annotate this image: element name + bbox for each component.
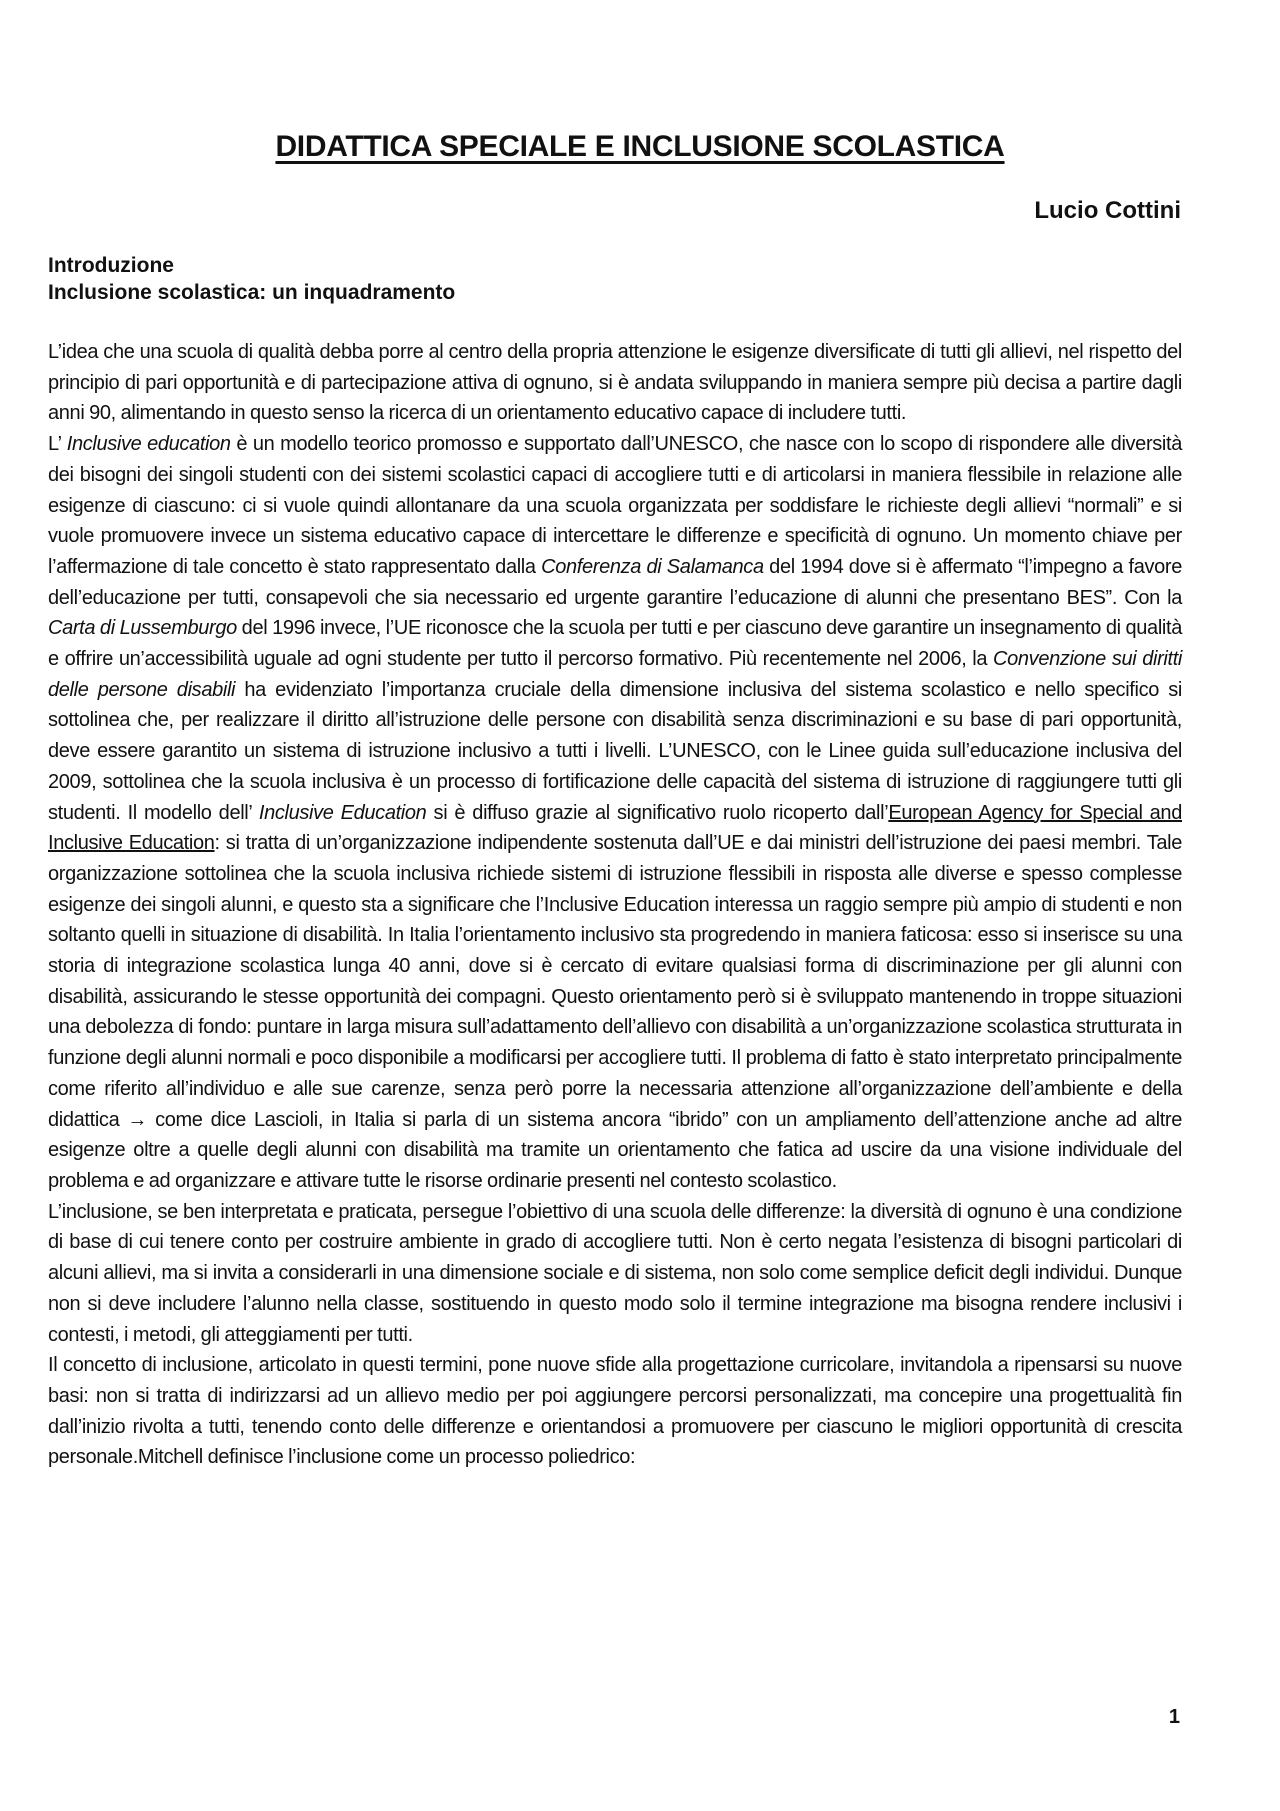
- author-name: Lucio Cottini: [1034, 197, 1181, 224]
- paragraph-2: [48, 429, 1182, 1197]
- paragraph-4: Il concetto di inclusione, articolato in questi termini, pone nuove sfide alla progettazione curricolare, invitandola a ripensarsi su nuove basi: non si tratta di indirizzarsi ad un allievo medio per poi aggiungere percorsi personalizzati, ma concepire una progettualità fin dall’inizio rivolta a tutti, tenendo conto delle differenze e orientandosi a promuovere per ciascuno le migliori opportunità di crescita personale.Mitchell definisce l’inclusione come un processo poliedrico:: [48, 1354, 1182, 1469]
- paragraph-2-text: del 1994 dove si è affermato “l’impegno a favore dell’educazione per tutti, consapevoli che sia necessario ed urgente garantire l’educazione di alunni che presentano BES”. Con la: [48, 555, 1182, 609]
- paragraph-1: L’idea che una scuola di qualità debba porre al centro della propria attenzione le esigenze diversificate di tutti gli allievi, nel rispetto del principio di pari opportunità e di partecipazione attiva di ognuno, si è andata sviluppando in maniera sempre più decisa a partire dagli anni 90, alimentando in questo senso la ricerca di un orientamento educativo capace di includere tutti.: [48, 341, 1182, 425]
- paragraph-2-text: è un modello teorico promosso e supportato dall’UNESCO, che nasce con lo scopo di rispondere alle diversità dei bisogni dei singoli studenti con dei sistemi scolastici capaci di accogliere tutti e di articolarsi in maniera flessibile in relazione alle esigenze di ciascuno: ci si vuole quindi allontanare da una scuola organizzata per soddisfare le richieste degli allievi “normali” e si vuole promuovere invece un sistema educativo capace di intercettare le differenze e specificità di ognuno. Un momento chiave per l’affermazione di tale concetto è stato rappresentato dalla: [48, 433, 1182, 578]
- paragraph-3: L’inclusione, se ben interpretata e praticata, persegue l’obiettivo di una scuola delle differenze: la diversità di ognuno è una condizione di base di cui tenere conto per costruire ambiente in grado di accogliere tutti. Non è certo negata l’esistenza di bisogni particolari di alcuni allievi, ma si invita a considerarli in una dimensione sociale e di sistema, non solo come semplice deficit degli individui. Dunque non si deve includere l’alunno nella classe, sostituendo in questo modo solo il termine integrazione ma bisogna rendere inclusivi i contesti, i metodi, gli atteggiamenti per tutti.: [48, 1200, 1182, 1346]
- paragraph-2-text: L’: [48, 433, 67, 456]
- document-title: DIDATTICA SPECIALE E INCLUSIONE SCOLASTICA: [275, 130, 1005, 163]
- paragraph-2-text: del 1996 invece, l’UE riconosce che la scuola per tutti e per ciascuno deve garantire un insegnamento di qualità e offrire un’accessibilità uguale ad ogni studente per tutto il percorso formativo. Più recentemente nel 2006, la: [48, 617, 1182, 671]
- italic-term: Inclusive Education: [258, 801, 427, 824]
- paragraph-2-text: si è diffuso grazie al significativo ruolo ricoperto dall’: [426, 801, 889, 824]
- italic-term: Carta di Lussemburgo: [48, 617, 237, 640]
- paragraph-2-text: ha evidenziato l’importanza cruciale della dimensione inclusiva del sistema scolastico e nello specifico si sottolinea che, per realizzare il diritto all’istruzione delle persone con disabilità senza discriminazioni e su base di pari opportunità, deve essere garantito un sistema di istruzione inclusivo a tutti i livelli. L’UNESCO, con le Linee guida sull’educazione inclusiva del 2009, sottolinea che la scuola inclusiva è un processo di fortificazione delle capacità del sistema di istruzione di raggiungere tutti gli studenti. Il modello dell’: [48, 678, 1182, 824]
- section-heading: Introduzione: [48, 254, 174, 277]
- italic-term: Inclusive education: [66, 433, 231, 456]
- body-text: [48, 337, 1182, 1473]
- italic-term: Conferenza di Salamanca: [541, 555, 764, 578]
- paragraph-2-text: : si tratta di un’organizzazione indipendente sostenuta dall’UE e dai ministri dell’istruzione dei paesi membri. Tale organizzazione sottolinea che la scuola inclusiva richiede sistemi di istruzione flessibili in risposta alle diverse e spesso complesse esigenze dei singoli alunni, e questo sta a significare che l’Inclusive Education interessa un raggio sempre più ampio di studenti e non soltanto quelli in situazione di disabilità. In Italia l’orientamento inclusivo sta progredendo in maniera faticosa: esso si inserisce su una storia di integrazione scolastica lunga 40 anni, dove si è cercato di evitare qualsiasi forma di discriminazione per gli alunni con disabilità, assicurando le stesse opportunità dei compagni. Questo orientamento però si è sviluppato mantenendo in troppe situazioni una debolezza di fondo: puntare in larga misura sull’adattamento dell’allievo con disabilità a un’organizzazione scolastica strutturata in funzione degli alunni normali e poco disponibile a modificarsi per accogliere tutti. Il problema di fatto è stato interpretato principalmente come riferito all’individuo e alle sue carenze, senza però porre la necessaria attenzione all’organizzazione dell’ambiente e della didattica → come dice Lascioli, in Italia si parla di un sistema ancora “ibrido” con un ampliamento dell’attenzione anche ad altre esigenze oltre a quelle degli alunni con disabilità ma tramite un orientamento che fatica ad uscire da una visione individuale del problema e ad organizzare e attivare tutte le risorse ordinarie presenti nel contesto scolastico.: [48, 832, 1182, 1192]
- subsection-heading: Inclusione scolastica: un inquadramento: [48, 281, 456, 304]
- italic-term: Convenzione sui diritti delle persone disabili: [48, 648, 1182, 701]
- european-agency-link[interactable]: European Agency for Special and Inclusive Education: [48, 801, 1182, 855]
- page-number: 1: [1168, 1706, 1180, 1728]
